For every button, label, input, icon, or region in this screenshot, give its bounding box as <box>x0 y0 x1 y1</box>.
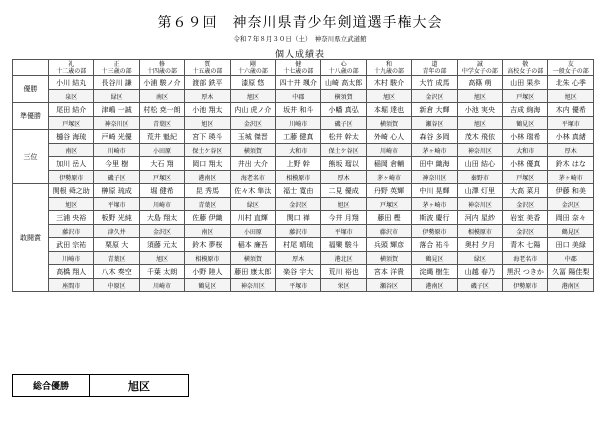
athlete-team: 平塚市 <box>548 117 594 130</box>
rank-header <box>13 60 49 76</box>
athlete-team: 伊勢原市 <box>49 171 94 184</box>
teams-row-winner <box>13 90 594 103</box>
athlete-team: 海老名市 <box>230 171 275 184</box>
athlete-team: 旭区 <box>49 198 94 211</box>
division-kanji: 健 <box>295 60 302 68</box>
athlete-team: 川崎市 <box>94 144 139 157</box>
athlete-name: 小川 結丸 <box>49 76 94 90</box>
athlete-name: 小林 優真 <box>503 157 548 171</box>
athlete-team: 厚木 <box>548 144 594 157</box>
athlete-name: 樋谷 海琉 <box>49 130 94 144</box>
athlete-name: 二見 優成 <box>321 184 366 198</box>
athlete-name: 吉成 絢海 <box>503 103 548 117</box>
athlete-name: 田口 美緑 <box>548 238 594 252</box>
division-kanji: 誠 <box>476 60 483 68</box>
athlete-name: 松井 幹太 <box>321 130 366 144</box>
names-row-fighting_spirit <box>13 265 594 279</box>
teams-row-third <box>13 171 594 184</box>
athlete-name: 山越 春乃 <box>457 265 502 279</box>
athlete-name: 内山 虎ノ介 <box>230 103 275 117</box>
division-kanji: 道 <box>431 60 438 68</box>
athlete-team: 神奈川区 <box>94 117 139 130</box>
athlete-name: 木村 駿介 <box>366 76 411 90</box>
athlete-name: 加川 岳人 <box>49 157 94 171</box>
athlete-team: 相模原市 <box>276 171 321 184</box>
athlete-name: 福樂 駿斗 <box>321 238 366 252</box>
athlete-team: 栄区 <box>321 279 366 292</box>
athlete-team: 港南区 <box>412 279 457 292</box>
athlete-team: 旭区 <box>457 90 502 103</box>
division-label: 十二歳の部 <box>56 67 87 75</box>
athlete-name: 鈴木 はな <box>548 157 594 171</box>
athlete-team: 厚木 <box>276 252 321 265</box>
athlete-name: 落合 祐斗 <box>412 238 457 252</box>
athlete-team: 瀬谷区 <box>412 117 457 130</box>
athlete-name: 八木 奏空 <box>94 265 139 279</box>
page-title: 第６９回 神奈川県青少年剣道選手権大会 <box>157 15 443 31</box>
section-title: 個人成績表 <box>274 50 325 60</box>
athlete-name: 大高 菜月 <box>503 184 548 198</box>
division-header-7 <box>366 60 411 76</box>
athlete-name: 大竹 成馬 <box>412 76 457 90</box>
athlete-name: 淀縄 樹生 <box>412 265 457 279</box>
athlete-team: 磯子区 <box>321 117 366 130</box>
division-kanji: 正 <box>113 60 120 68</box>
athlete-name: 森谷 多岡 <box>412 130 457 144</box>
athlete-team: 旭区 <box>185 117 230 130</box>
teams-row-fighting_spirit <box>13 198 594 211</box>
athlete-team: 藤沢市 <box>366 225 411 238</box>
division-header-0 <box>49 60 94 76</box>
athlete-name: 山田 結心 <box>457 157 502 171</box>
athlete-name: 荒井 魁紀 <box>139 130 184 144</box>
athlete-team: 金沢区 <box>503 198 548 211</box>
athlete-name: 今里 樹 <box>94 157 139 171</box>
athlete-name: 山澤 灯里 <box>457 184 502 198</box>
athlete-name: 昆 秀馬 <box>185 184 230 198</box>
athlete-name: 佐々木 隼汰 <box>230 184 275 198</box>
athlete-team: 港南区 <box>185 171 230 184</box>
athlete-name: 稲岡 倉輔 <box>366 157 411 171</box>
athlete-team: 青葉区 <box>185 198 230 211</box>
athlete-team: 津久井 <box>94 225 139 238</box>
athlete-team: 旭区 <box>230 90 275 103</box>
athlete-team: 金沢区 <box>230 117 275 130</box>
athlete-name: 津嶋 一誠 <box>94 103 139 117</box>
names-row-third <box>13 157 594 171</box>
division-label: 十四歳の部 <box>147 67 178 75</box>
names-row-winner <box>13 76 594 90</box>
athlete-team: 中原区 <box>94 279 139 292</box>
athlete-name: 岡口 翔太 <box>185 157 230 171</box>
overall-winner-value: 旭区 <box>90 375 189 397</box>
athlete-team: 平塚市 <box>94 198 139 211</box>
athlete-name: 三浦 央裕 <box>49 211 94 225</box>
athlete-team: 南区 <box>185 225 230 238</box>
division-kanji: 礼 <box>68 60 75 68</box>
athlete-name: 大島 翔太 <box>139 211 184 225</box>
athlete-team: 旭区 <box>366 90 411 103</box>
athlete-team: 戸塚区 <box>366 198 411 211</box>
athlete-name: 高篠 萌 <box>457 76 502 90</box>
athlete-name: 藤田 康太郎 <box>230 265 275 279</box>
division-header-6 <box>321 60 366 76</box>
athlete-name: 今井 月翔 <box>321 211 366 225</box>
division-header-4 <box>230 60 275 76</box>
athlete-name: 小池 翔太 <box>185 103 230 117</box>
athlete-team: 港南区 <box>548 279 594 292</box>
athlete-team: 中郡 <box>276 90 321 103</box>
athlete-team: 川崎市 <box>366 144 411 157</box>
athlete-name: 宮下 瑛斗 <box>185 130 230 144</box>
division-label: 十六歳の部 <box>237 67 268 75</box>
athlete-team: 秦野市 <box>457 171 502 184</box>
division-kanji: 修 <box>159 60 166 68</box>
athlete-name: 武田 宗祐 <box>49 238 94 252</box>
athlete-team: 川崎市 <box>276 117 321 130</box>
athlete-name: 中川 晃輝 <box>412 184 457 198</box>
division-label: 十三歳の部 <box>101 67 132 75</box>
results-table <box>12 59 594 292</box>
division-label: 中学女子の部 <box>461 67 498 75</box>
athlete-team: 相模原市 <box>185 252 230 265</box>
athlete-team: 平塚市 <box>321 225 366 238</box>
athlete-team: 茅ヶ崎市 <box>412 144 457 157</box>
athlete-name: 本堀 達也 <box>366 103 411 117</box>
athlete-name: 木内 優希 <box>548 103 594 117</box>
athlete-name: 尾田 結介 <box>49 103 94 117</box>
athlete-name: 栗原 大 <box>94 238 139 252</box>
athlete-team: 緑区 <box>457 252 502 265</box>
athlete-name: 小林 瑞希 <box>503 130 548 144</box>
athlete-name: 外崎 心人 <box>366 130 411 144</box>
athlete-team: 茅ヶ崎市 <box>412 198 457 211</box>
athlete-name: 小林 真緒 <box>548 130 594 144</box>
athlete-team: 金沢区 <box>412 90 457 103</box>
athlete-team: 小田原 <box>139 144 184 157</box>
athlete-team: 旭区 <box>139 252 184 265</box>
athlete-team: 磯子区 <box>94 171 139 184</box>
division-header-10 <box>503 60 548 76</box>
names-row-fighting_spirit <box>13 238 594 252</box>
athlete-name: 茂木 飛依 <box>457 130 502 144</box>
division-kanji: 剛 <box>249 60 256 68</box>
athlete-name: 渡部 鉄平 <box>185 76 230 90</box>
athlete-team: 泉区 <box>49 90 94 103</box>
athlete-team: 鶴見区 <box>185 279 230 292</box>
athlete-team: 神奈川区 <box>412 171 457 184</box>
division-kanji: 心 <box>340 60 347 68</box>
athlete-name: 高橋 翔人 <box>49 265 94 279</box>
athlete-name: 山崎 高太郎 <box>321 76 366 90</box>
athlete-name: 千葉 太朗 <box>139 265 184 279</box>
division-header-9 <box>457 60 502 76</box>
rank-label-third: 三位 <box>13 130 49 184</box>
athlete-name: 青木 七陽 <box>503 238 548 252</box>
athlete-name: 板野 光純 <box>94 211 139 225</box>
names-row-third <box>13 130 594 144</box>
division-header-3 <box>185 60 230 76</box>
athlete-team: 川崎市 <box>139 279 184 292</box>
athlete-name: 玉城 傑晋 <box>230 130 275 144</box>
athlete-name: 宮本 洋貴 <box>366 265 411 279</box>
athlete-name: 田中 織海 <box>412 157 457 171</box>
athlete-team: 茅ヶ崎市 <box>366 171 411 184</box>
athlete-team: 横須賀 <box>366 252 411 265</box>
athlete-name: 関口 禅 <box>276 211 321 225</box>
athlete-name: 藤田 樫 <box>366 211 411 225</box>
athlete-name: 岩室 美香 <box>503 211 548 225</box>
teams-row-fighting_spirit <box>13 225 594 238</box>
teams-row-third <box>13 144 594 157</box>
athlete-name: 山田 果歩 <box>503 76 548 90</box>
athlete-name: 福士 寛由 <box>276 184 321 198</box>
division-kanji: 質 <box>204 60 211 68</box>
athlete-name: 小野 陸人 <box>185 265 230 279</box>
athlete-name: 小幡 真弘 <box>321 103 366 117</box>
division-kanji: 友 <box>567 60 574 68</box>
athlete-team: 戸塚区 <box>503 171 548 184</box>
event-date-venue: 令和７年８月３０日（土） 神奈川県立武道館 <box>233 35 367 43</box>
teams-row-fighting_spirit <box>13 252 594 265</box>
athlete-team: 神奈川区 <box>230 279 275 292</box>
athlete-team: 青葉区 <box>94 252 139 265</box>
rank-label-winner: 優勝 <box>13 76 49 103</box>
division-header-1 <box>94 60 139 76</box>
athlete-team: 大和市 <box>276 144 321 157</box>
athlete-name: 稲本 廉吾 <box>230 238 275 252</box>
athlete-team: 鶴見区 <box>503 117 548 130</box>
athlete-team: 川崎市 <box>139 198 184 211</box>
athlete-team: 茅ヶ崎市 <box>548 171 594 184</box>
names-row-fighting_spirit <box>13 184 594 198</box>
athlete-name: 丹野 英輝 <box>366 184 411 198</box>
athlete-team: 金沢区 <box>548 198 594 211</box>
athlete-team: 青葉区 <box>139 117 184 130</box>
athlete-name: 鈴木 夢桜 <box>185 238 230 252</box>
athlete-name: 村尾 晴琉 <box>276 238 321 252</box>
athlete-team: 平塚市 <box>276 279 321 292</box>
athlete-team: 厚木 <box>321 171 366 184</box>
athlete-team: 横須賀 <box>366 117 411 130</box>
athlete-name: 川村 直輝 <box>230 211 275 225</box>
athlete-team: 鶴見区 <box>412 252 457 265</box>
athlete-team: 金沢区 <box>503 225 548 238</box>
rank-label-runner_up: 準優勝 <box>13 103 49 130</box>
athlete-name: 小浦 駿ノ介 <box>139 76 184 90</box>
division-header-row <box>13 60 594 76</box>
overall-winner-table <box>12 374 189 397</box>
athlete-team: 横須賀 <box>230 252 275 265</box>
athlete-team: 横須賀 <box>230 144 275 157</box>
division-header-2 <box>139 60 184 76</box>
athlete-team: 川崎市 <box>49 252 94 265</box>
names-row-runner_up <box>13 103 594 117</box>
athlete-name: 河内 星紗 <box>457 211 502 225</box>
athlete-team: 戸塚区 <box>49 117 94 130</box>
athlete-team: 旭区 <box>548 90 594 103</box>
athlete-team: 緑区 <box>94 90 139 103</box>
athlete-team: 鶴見区 <box>548 225 594 238</box>
athlete-name: 楽谷 宇大 <box>276 265 321 279</box>
athlete-team: 相模原市 <box>457 225 502 238</box>
athlete-team: 旭区 <box>457 117 502 130</box>
athlete-name: 村松 尭一朗 <box>139 103 184 117</box>
division-header-11 <box>548 60 594 76</box>
athlete-team: 藤沢市 <box>49 225 94 238</box>
athlete-name: 坂井 和斗 <box>276 103 321 117</box>
athlete-team: 大和市 <box>503 144 548 157</box>
division-label: 高校女子の部 <box>507 67 544 75</box>
rank-label-fighting_spirit: 敢闘賞 <box>13 184 49 292</box>
athlete-name: 榊原 琉成 <box>94 184 139 198</box>
athlete-team: 小田原 <box>230 225 275 238</box>
division-kanji: 和 <box>386 60 393 68</box>
athlete-name: 奥村 夕月 <box>457 238 502 252</box>
athlete-name: 長谷川 謙 <box>94 76 139 90</box>
athlete-team: 神奈川区 <box>457 198 502 211</box>
athlete-team: 伊勢原市 <box>503 279 548 292</box>
division-label: 一般女子の部 <box>552 67 589 75</box>
athlete-team: 戸塚区 <box>503 90 548 103</box>
division-label: 青年の部 <box>422 67 447 75</box>
division-label: 十九歳の部 <box>374 67 405 75</box>
athlete-name: 工藤 健真 <box>276 130 321 144</box>
athlete-name: 北朱 心季 <box>548 76 594 90</box>
names-row-fighting_spirit <box>13 211 594 225</box>
division-header-5 <box>276 60 321 76</box>
athlete-team: 海老名市 <box>503 252 548 265</box>
athlete-team: 横須賀 <box>321 90 366 103</box>
athlete-name: 戸崎 光優 <box>94 130 139 144</box>
athlete-team: 神奈川区 <box>457 144 502 157</box>
division-header-8 <box>412 60 457 76</box>
athlete-name: 大石 翔 <box>139 157 184 171</box>
athlete-name: 上野 幹 <box>276 157 321 171</box>
teams-row-fighting_spirit <box>13 279 594 292</box>
division-kanji: 敬 <box>522 60 529 68</box>
athlete-team: 中郡 <box>548 252 594 265</box>
overall-winner-label: 総合優勝 <box>13 375 90 397</box>
athlete-team: 座間市 <box>49 279 94 292</box>
athlete-name: 漆原 悠 <box>230 76 275 90</box>
athlete-name: 堀 健希 <box>139 184 184 198</box>
athlete-team: 南区 <box>139 90 184 103</box>
athlete-name: 須藤 元太 <box>139 238 184 252</box>
athlete-name: 荒川 裕也 <box>321 265 366 279</box>
athlete-name: 新倉 大輝 <box>412 103 457 117</box>
athlete-team: 旭区 <box>321 198 366 211</box>
athlete-team: 金沢区 <box>276 198 321 211</box>
division-label: 十七歳の部 <box>283 67 314 75</box>
athlete-name: 関根 舜之助 <box>49 184 94 198</box>
athlete-team: 南区 <box>49 144 94 157</box>
athlete-name: 小池 実央 <box>457 103 502 117</box>
athlete-team: 保土ケ谷区 <box>321 144 366 157</box>
athlete-team: 金沢区 <box>139 225 184 238</box>
athlete-team: 藤沢市 <box>276 225 321 238</box>
athlete-name: 伊藤 和美 <box>548 184 594 198</box>
teams-row-runner_up <box>13 117 594 130</box>
division-label: 十八歳の部 <box>328 67 359 75</box>
athlete-team: 港北区 <box>321 252 366 265</box>
athlete-name: 斯波 慶行 <box>412 211 457 225</box>
athlete-team: 伊勢原市 <box>412 225 457 238</box>
athlete-team: 厚木 <box>185 90 230 103</box>
athlete-name: 久冨 陽佳梨 <box>548 265 594 279</box>
athlete-team: 保土ケ谷区 <box>185 144 230 157</box>
athlete-team: 戸塚区 <box>139 171 184 184</box>
athlete-name: 佐藤 伊織 <box>185 211 230 225</box>
athlete-team: 磯子区 <box>457 279 502 292</box>
athlete-name: 熊坂 瑠以 <box>321 157 366 171</box>
athlete-name: 兵頭 輝彦 <box>366 238 411 252</box>
athlete-name: 岡田 奈々 <box>548 211 594 225</box>
division-label: 十五歳の部 <box>192 67 223 75</box>
athlete-name: 井出 大介 <box>230 157 275 171</box>
athlete-team: 瀬谷区 <box>366 279 411 292</box>
athlete-name: 黒沢 つきか <box>503 265 548 279</box>
athlete-team: 緑区 <box>230 198 275 211</box>
athlete-name: 四十井 颯介 <box>276 76 321 90</box>
